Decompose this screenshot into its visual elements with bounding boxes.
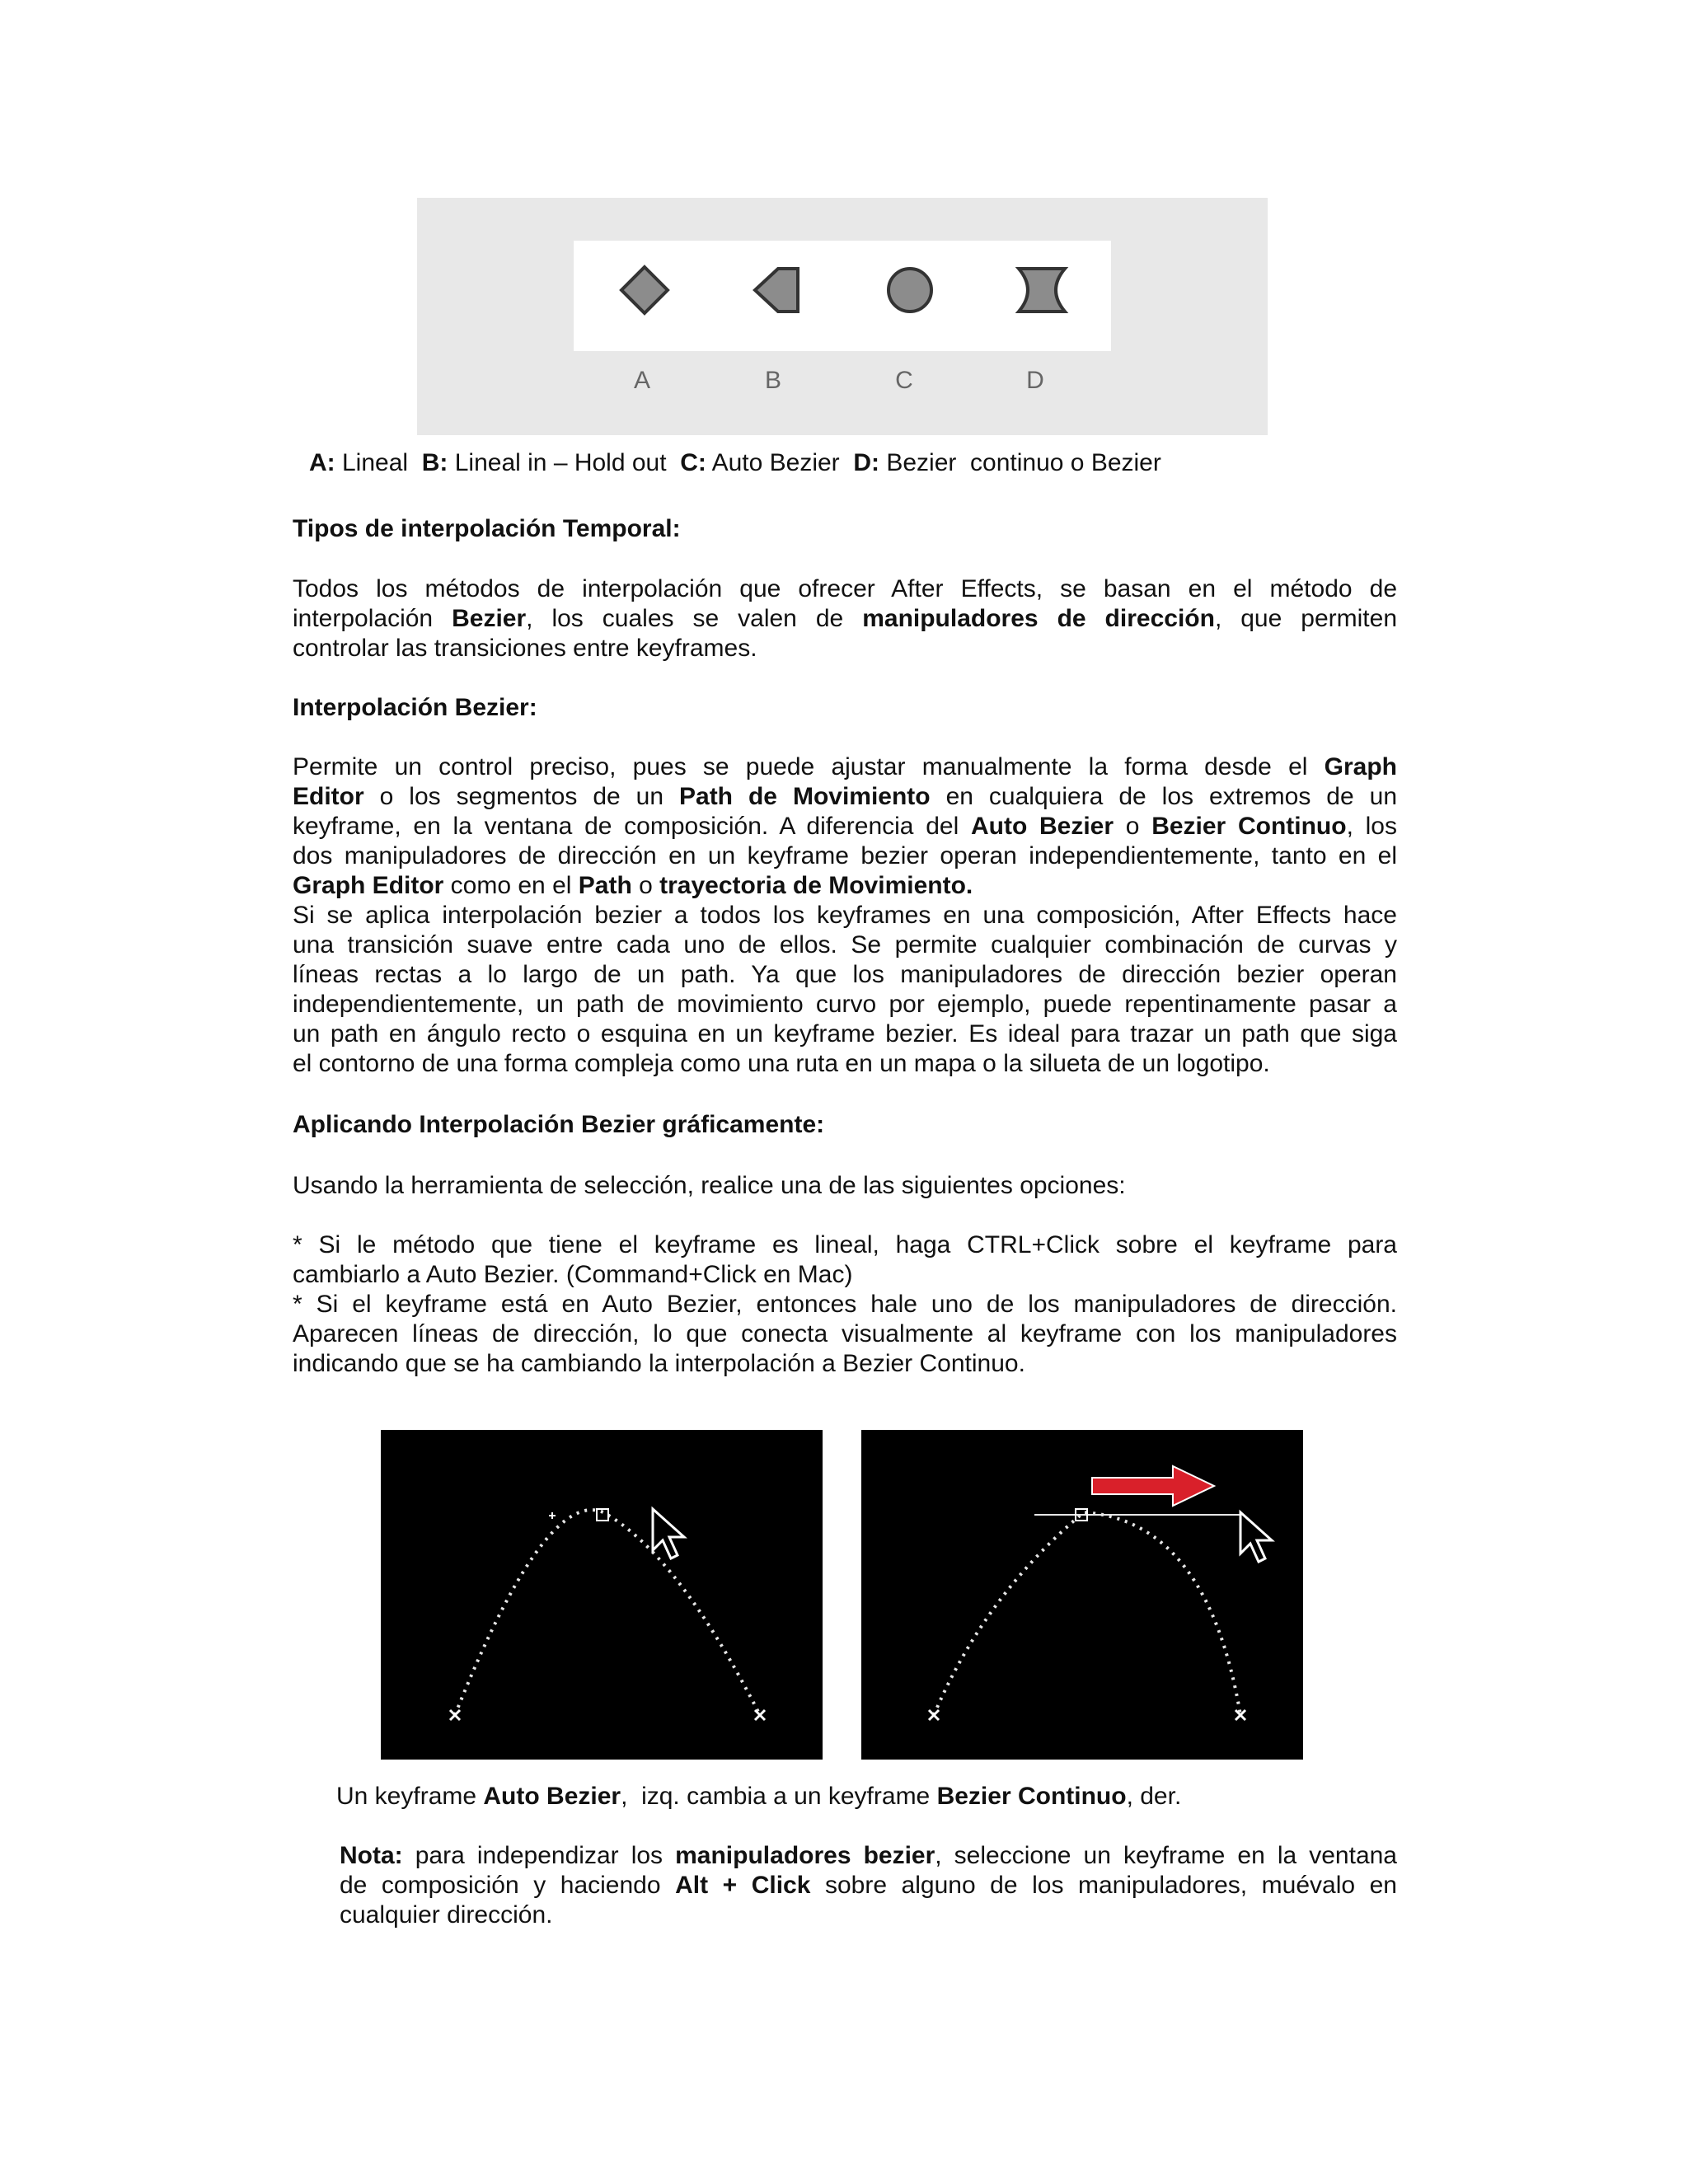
- note-label: Nota:: [340, 1842, 403, 1869]
- cursor-icon: [653, 1509, 684, 1558]
- auto-bezier-path-figure: [381, 1430, 823, 1760]
- continuous-bezier-path-figure: [861, 1430, 1303, 1760]
- start-keyframe-marker: [450, 1710, 460, 1720]
- intro-selection-tool: Usando la herramienta de selección, realice una de las siguientes opciones:: [293, 1172, 1126, 1199]
- end-keyframe-marker: [755, 1710, 765, 1720]
- figure-caption-interpolation: A: Lineal B: Lineal in – Hold out C: Auto Bezier D: Bezier continuo o Bezier: [309, 449, 1161, 476]
- bullet-auto-to-continuous-bezier: * Si el keyframe está en Auto Bezier, entonces hale uno de los manipuladores de dirección. Aparecen líneas de dirección, lo que conecta visualmente al keyframe con los manipuladores indicando que se ha cambiando la interpolación a Bezier Continuo.: [293, 1291, 1397, 1377]
- paragraph-bezier-interpolation: Permite un control preciso, pues se puede ajustar manualmente la forma desde el Graph Editor o los segmentos de un Path de Movimiento en cualquiera de los extremos de un keyframe, en la ventana de composición. A diferencia del Auto Bezier o Bezier Continuo, los dos manipuladores de dirección en un keyframe bezier operan independientemente, tanto en el Graph Editor como en el Path o trayectoria de Movimiento. Si se aplica interpolación bezier a todos los keyframes en una composición, After Effects hace una transición suave entre cada uno de ellos. Se permite cualquier combinación de curvas y líneas rectas a lo largo de un path. Ya que los manipuladores de dirección bezier operan independientemente, un path de movimiento curvo por ejemplo, puede repentinamente pasar a un path en ángulo recto o esquina en un keyframe bezier. Es ideal para trazar un path que siga el contorno de una forma compleja como una ruta en un mapa o la silueta de un logotipo.: [293, 753, 1398, 1077]
- continuous-bezier-keyframe-icon: [1009, 259, 1075, 325]
- linear-keyframe-icon: [612, 259, 678, 325]
- note-paragraph: Nota: para independizar los manipuladores bezier, seleccione un keyframe en la ventana de composición y haciendo Alt + Click sobre alguno de los manipuladores, muévalo en cualquier dirección.: [340, 1842, 1397, 1929]
- start-keyframe-marker: [929, 1710, 939, 1720]
- keyframe-icons-box: [574, 241, 1111, 351]
- heading-temporal-interpolation: Tipos de interpolación Temporal:: [293, 515, 681, 542]
- cursor-icon: [1240, 1512, 1272, 1562]
- figure-letter-a: A: [633, 367, 650, 394]
- drag-direction-arrow-icon: [1092, 1466, 1214, 1506]
- heading-bezier-interpolation: Interpolación Bezier:: [293, 694, 537, 721]
- figure-letter-d: D: [1026, 367, 1044, 394]
- figure-letter-b: B: [764, 367, 781, 394]
- figure-letter-c: C: [895, 367, 913, 394]
- paragraph-temporal-interpolation: Todos los métodos de interpolación que ofrecer After Effects, se basan en el método de interpolación Bezier, los cuales se valen de manipuladores de dirección, que permiten controlar las transiciones entre keyframes.: [293, 575, 1398, 662]
- figure-caption-bezier-paths: Un keyframe Auto Bezier, izq. cambia a un keyframe Bezier Continuo, der.: [336, 1783, 1182, 1810]
- auto-bezier-keyframe-icon: [877, 259, 943, 325]
- handle-point-marker: [549, 1512, 556, 1519]
- keyframe-icons-figure: [417, 198, 1268, 435]
- linear-in-hold-out-keyframe-icon: [745, 259, 811, 325]
- bullet-linear-to-auto-bezier: * Si le método que tiene el keyframe es lineal, haga CTRL+Click sobre el keyframe para cambiarlo a Auto Bezier. (Command+Click en Mac): [293, 1231, 1397, 1288]
- heading-apply-bezier-graphically: Aplicando Interpolación Bezier gráficamente:: [293, 1111, 825, 1138]
